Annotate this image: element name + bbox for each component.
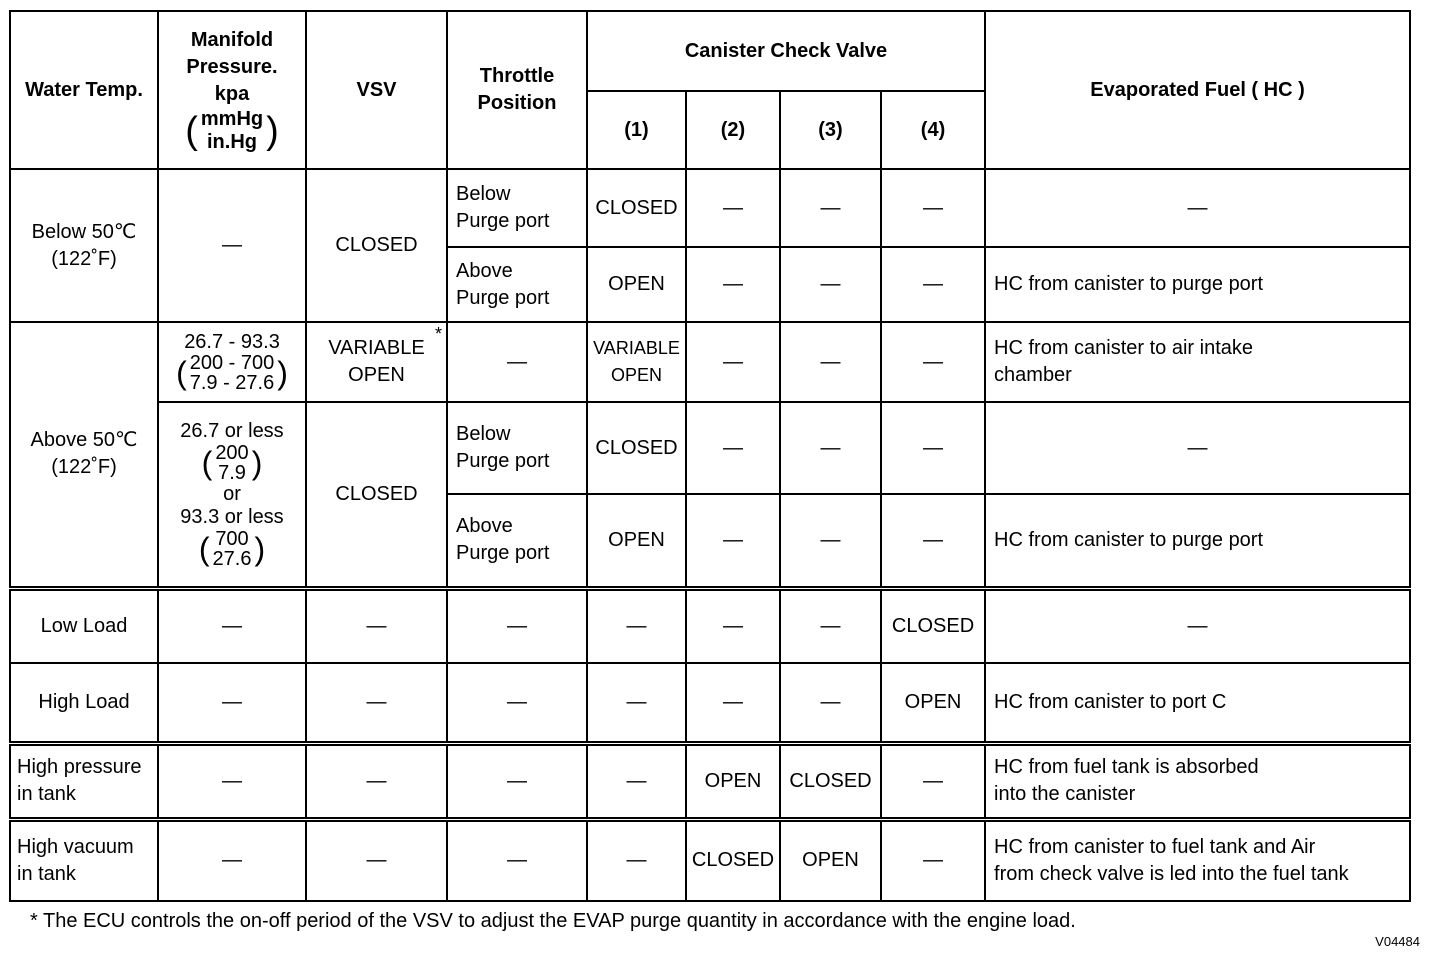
manifold-pressure-cell (158, 819, 306, 901)
dash: — (923, 350, 944, 373)
dash: — (723, 196, 743, 219)
ccv4-cell (881, 322, 985, 402)
ccv1-cell: OPEN (587, 247, 686, 322)
dash: — (820, 690, 841, 713)
ccv4-cell (881, 819, 985, 901)
manifold-pressure-cell (158, 169, 306, 322)
manifold-pressure-cell (158, 588, 306, 663)
dash: — (222, 849, 242, 872)
pressure-or: or (223, 482, 241, 505)
ccv1-cell (587, 322, 686, 402)
pressure-mmhg: 700 (215, 527, 249, 550)
dash: — (923, 769, 944, 792)
dash: — (820, 528, 841, 551)
dash: — (222, 614, 242, 637)
hc-cell (985, 588, 1410, 663)
dash: — (723, 273, 743, 295)
water-temp-value: Above 50℃ (30, 429, 138, 452)
header-manifold-units: ( mmHg in.Hg ) (185, 107, 279, 153)
figure-code: V04484 (1375, 934, 1420, 949)
ccv4-cell (881, 402, 985, 494)
vsv-cell (306, 588, 447, 663)
dash: — (1187, 614, 1208, 637)
hc-cell (985, 169, 1410, 247)
pressure-mmhg: 200 (215, 441, 249, 464)
dash: — (507, 350, 527, 373)
throttle-text: Below (456, 423, 511, 445)
condition-text: in tank (17, 783, 76, 805)
pressure-inhg: 7.9 - 27.6 (189, 372, 275, 394)
pressure-kpa: 26.7 - 93.3 (184, 331, 280, 353)
dash: — (820, 350, 841, 373)
footnote-marker: * (434, 324, 442, 344)
throttle-text: Below (456, 183, 511, 205)
dash: — (723, 528, 743, 551)
evap-operation-table (9, 10, 1411, 902)
dash: — (626, 849, 647, 872)
pressure-units: ( 200 - 700 7.9 - 27.6 ) (176, 352, 288, 394)
hc-text: into the canister (994, 783, 1136, 805)
ccv3-cell (780, 663, 881, 743)
throttle-text: Above (456, 259, 513, 282)
pressure-units: ( 200 7.9 ) (201, 441, 263, 484)
header-ccv-4: (4) (881, 91, 985, 169)
ccv4-cell: CLOSED (881, 588, 985, 663)
vsv-cell (306, 322, 447, 402)
ccv4-cell: OPEN (881, 663, 985, 743)
dash: — (222, 690, 242, 713)
unit-inhg: in.Hg (206, 130, 257, 153)
dash: — (366, 690, 387, 713)
dash: — (820, 436, 841, 459)
manifold-pressure-cell (158, 322, 306, 402)
dash: — (366, 614, 387, 637)
ccv1-text: OPEN (610, 365, 662, 385)
dash: — (723, 690, 743, 713)
ccv3-cell: CLOSED (780, 743, 881, 819)
pressure-kpa: 26.7 or less (180, 419, 284, 442)
throttle-above-purge-port (447, 494, 587, 588)
water-temp-above-50 (10, 322, 158, 588)
condition-text: High pressure (17, 756, 142, 778)
vsv-cell (306, 663, 447, 743)
header-manifold-pressure (158, 11, 306, 169)
hc-text: HC from canister to fuel tank and Air (994, 835, 1316, 858)
ccv3-cell (780, 322, 881, 402)
ccv2-cell: OPEN (686, 743, 780, 819)
throttle-text: Purge port (456, 210, 550, 232)
vsv-cell: CLOSED (306, 169, 447, 322)
hc-text: chamber (994, 364, 1072, 386)
dash: — (820, 614, 841, 637)
dash: — (923, 849, 944, 872)
manifold-pressure-cell (158, 663, 306, 743)
hc-cell (985, 743, 1410, 819)
dash: — (222, 769, 242, 792)
throttle-cell (447, 819, 587, 901)
throttle-cell (447, 588, 587, 663)
ccv3-cell (780, 494, 881, 588)
dash: — (507, 849, 527, 872)
condition-low-load: Low Load (10, 588, 158, 663)
unit-mmhg: mmHg (200, 107, 264, 130)
ccv3-cell (780, 247, 881, 322)
throttle-cell (447, 743, 587, 819)
ccv4-cell (881, 169, 985, 247)
header-throttle-position: Throttle Position (447, 11, 587, 169)
ccv1-cell: CLOSED (587, 402, 686, 494)
ccv4-cell (881, 743, 985, 819)
dash: — (366, 769, 387, 792)
dash: — (923, 273, 944, 295)
ccv3-cell: OPEN (780, 819, 881, 901)
ccv1-cell (587, 819, 686, 901)
ccv1-cell: CLOSED (587, 169, 686, 247)
ccv1-cell: OPEN (587, 494, 686, 588)
throttle-below-purge-port (447, 402, 587, 494)
condition-high-vacuum-tank (10, 819, 158, 901)
throttle-cell (447, 663, 587, 743)
header-manifold-line: kpa (214, 82, 250, 105)
ccv3-cell (780, 402, 881, 494)
dash: — (1187, 196, 1208, 219)
header-vsv: VSV (306, 11, 447, 169)
dash: — (723, 614, 743, 637)
dash: — (820, 273, 841, 295)
condition-text: High vacuum (17, 835, 134, 858)
header-water-temp: Water Temp. (10, 11, 158, 169)
throttle-text: Purge port (456, 286, 550, 309)
ccv1-text: VARIABLE (593, 338, 680, 358)
dash: — (820, 196, 841, 219)
water-temp-below-50 (10, 169, 158, 322)
dash: — (366, 849, 387, 872)
dash: — (723, 350, 743, 373)
hc-cell (985, 402, 1410, 494)
pressure-mmhg: 200 - 700 (189, 352, 275, 374)
ccv2-cell (686, 402, 780, 494)
hc-cell: HC from canister to purge port (985, 494, 1410, 588)
manifold-pressure-cell (158, 743, 306, 819)
dash: — (923, 528, 944, 551)
header-evaporated-fuel: Evaporated Fuel ( HC ) (985, 11, 1410, 169)
hc-cell (985, 322, 1410, 402)
pressure-units: ( 700 27.6 ) (198, 527, 266, 570)
water-temp-value: Below 50℃ (31, 220, 137, 243)
dash: — (723, 436, 743, 459)
ccv4-cell (881, 494, 985, 588)
dash: — (507, 690, 527, 713)
dash: — (507, 614, 527, 637)
ccv2-cell (686, 494, 780, 588)
water-temp-fahrenheit: (122˚F) (51, 247, 117, 270)
ccv1-cell (587, 588, 686, 663)
hc-cell: HC from canister to purge port (985, 247, 1410, 322)
dash: — (923, 196, 944, 219)
dash: — (626, 690, 647, 713)
header-manifold-line: Manifold (190, 28, 274, 51)
throttle-cell (447, 322, 587, 402)
ccv2-cell (686, 247, 780, 322)
ccv2-cell (686, 322, 780, 402)
header-ccv-1: (1) (587, 91, 686, 169)
pressure-inhg: 27.6 (212, 547, 252, 570)
footnote: * The ECU controls the on-off period of the VSV to adjust the EVAP purge quantity in accordance with the engine load. (30, 910, 1076, 932)
ccv3-cell (780, 169, 881, 247)
throttle-text: Purge port (456, 542, 550, 565)
pressure-kpa: 93.3 or less (180, 505, 284, 528)
condition-high-pressure-tank (10, 743, 158, 819)
pressure-inhg: 7.9 (218, 461, 246, 484)
dash: — (626, 614, 647, 637)
header-manifold-line: Pressure. (186, 55, 278, 78)
hc-cell (985, 819, 1410, 901)
throttle-below-purge-port (447, 169, 587, 247)
ccv2-cell: CLOSED (686, 819, 780, 901)
hc-cell: HC from canister to port C (985, 663, 1410, 743)
header-canister-check-valve: Canister Check Valve (587, 11, 985, 91)
ccv1-cell (587, 663, 686, 743)
hc-text: HC from fuel tank is absorbed (994, 756, 1259, 778)
vsv-cell (306, 743, 447, 819)
header-ccv-2: (2) (686, 91, 780, 169)
manifold-pressure-cell (158, 402, 306, 588)
dash: — (1187, 436, 1208, 459)
dash: — (222, 234, 242, 256)
throttle-text: Above (456, 515, 513, 538)
condition-text: in tank (17, 862, 76, 885)
dash: — (626, 769, 647, 792)
ccv3-cell (780, 588, 881, 663)
ccv1-cell (587, 743, 686, 819)
vsv-cell (306, 819, 447, 901)
water-temp-fahrenheit: (122˚F) (51, 456, 117, 479)
throttle-text: Purge port (456, 450, 550, 472)
ccv2-cell (686, 169, 780, 247)
ccv2-cell (686, 588, 780, 663)
header-ccv-3: (3) (780, 91, 881, 169)
vsv-text: OPEN (348, 364, 405, 386)
vsv-cell: CLOSED (306, 402, 447, 588)
dash: — (923, 436, 944, 459)
dash: — (507, 769, 527, 792)
vsv-text: VARIABLE (328, 337, 425, 359)
hc-text: HC from canister to air intake (994, 337, 1254, 359)
hc-text: from check valve is led into the fuel tank (994, 862, 1349, 885)
condition-high-load: High Load (10, 663, 158, 743)
ccv2-cell (686, 663, 780, 743)
ccv4-cell (881, 247, 985, 322)
throttle-above-purge-port (447, 247, 587, 322)
